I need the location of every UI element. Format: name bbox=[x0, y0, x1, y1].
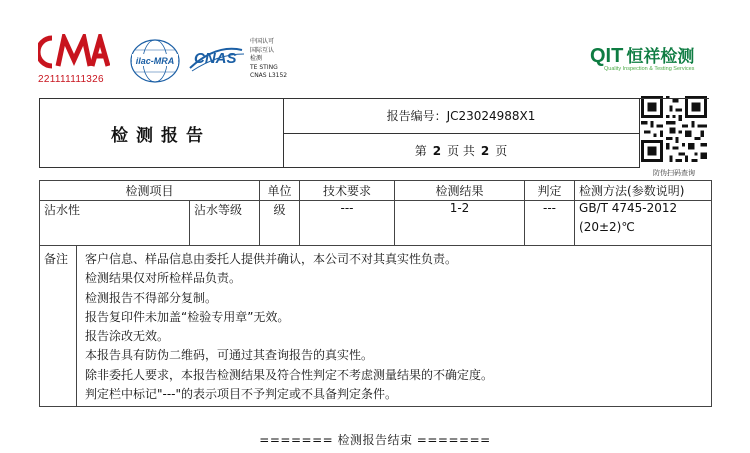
divider bbox=[639, 98, 640, 168]
page-indicator bbox=[283, 133, 639, 168]
cma-mark-icon bbox=[38, 34, 110, 70]
column-header: 检测结果 bbox=[395, 181, 525, 201]
company-logo-text: QIT bbox=[590, 45, 624, 67]
report-title-block bbox=[39, 98, 709, 168]
cnas-text: CNAS bbox=[194, 50, 237, 67]
page-prefix: 第 bbox=[414, 144, 427, 158]
result-cell: 1-2 bbox=[395, 201, 525, 246]
report-end-marker: ======= 检测报告结束 ======= bbox=[259, 433, 491, 447]
list-item: 判定栏中标记"---"的表示项目不予判定或不具备判定条件。 bbox=[85, 387, 398, 402]
cnas-cert-line: TE STING bbox=[250, 63, 278, 71]
cnas-cert-info bbox=[250, 38, 320, 81]
list-item: 检测结果仅对所检样品负责。 bbox=[85, 271, 242, 286]
verdict-cell: --- bbox=[525, 201, 575, 246]
page-suffix: 页 bbox=[495, 144, 508, 158]
method-standard: GB/T 4745-2012 bbox=[579, 201, 678, 215]
cnas-logo bbox=[186, 42, 246, 74]
cma-logo bbox=[38, 34, 118, 86]
page-mid: 页 共 bbox=[447, 144, 475, 158]
column-header: 单位 bbox=[260, 181, 300, 201]
ilac-mra-logo bbox=[129, 38, 181, 84]
cnas-cert-line: CNAS L3152 bbox=[250, 72, 288, 79]
cnas-cert-line: 检测 bbox=[250, 55, 263, 62]
cnas-cert-line: 国际互认 bbox=[250, 46, 275, 54]
requirement-cell: --- bbox=[300, 201, 395, 246]
list-item: 检测报告不得部分复制。 bbox=[85, 290, 218, 305]
test-item: 沾水性 bbox=[40, 201, 190, 246]
remarks-row bbox=[40, 246, 712, 407]
remarks-list bbox=[77, 246, 493, 406]
column-header: 检测项目 bbox=[40, 181, 260, 201]
list-item: 报告涂改无效。 bbox=[85, 329, 170, 344]
cma-code: 221111111326 bbox=[38, 74, 104, 85]
results-table bbox=[39, 180, 712, 407]
list-item: 报告复印件未加盖“检验专用章”无效。 bbox=[85, 309, 290, 324]
company-slogan: Quality Inspection & Testing Services bbox=[604, 66, 695, 72]
cnas-cert-line: 中国认可 bbox=[250, 38, 275, 45]
table-header-row bbox=[40, 181, 712, 201]
page-title: 检测报告 bbox=[111, 125, 211, 146]
page-current: 2 bbox=[432, 143, 442, 158]
unit-cell: 级 bbox=[260, 201, 300, 246]
qr-caption: 防伪扫码查询 bbox=[653, 169, 695, 177]
table-row bbox=[40, 201, 712, 246]
list-item: 客户信息、样品信息由委托人提供并确认，本公司不对其真实性负责。 bbox=[85, 252, 458, 266]
test-sub-item: 沾水等级 bbox=[190, 201, 260, 246]
company-logo bbox=[590, 42, 710, 78]
page-total: 2 bbox=[480, 143, 490, 158]
column-header: 判定 bbox=[525, 181, 575, 201]
column-header: 检测方法(参数说明) bbox=[575, 181, 712, 201]
column-header: 技术要求 bbox=[300, 181, 395, 201]
list-item: 除非委托人要求，本报告检测结果及符合性判定不考虑测量结果的不确定度。 bbox=[85, 367, 494, 382]
report-number: 报告编号：JC23024988X1 bbox=[386, 109, 536, 123]
company-name: 恒祥检测 bbox=[626, 47, 695, 67]
ilac-mra-text: ilac-MRA bbox=[135, 56, 175, 66]
method-cell bbox=[575, 201, 712, 246]
list-item: 本报告具有防伪二维码，可通过其查询报告的真实性。 bbox=[85, 348, 374, 363]
method-condition: (20±2)℃ bbox=[579, 220, 635, 234]
remarks-label: 备注 bbox=[40, 246, 77, 406]
